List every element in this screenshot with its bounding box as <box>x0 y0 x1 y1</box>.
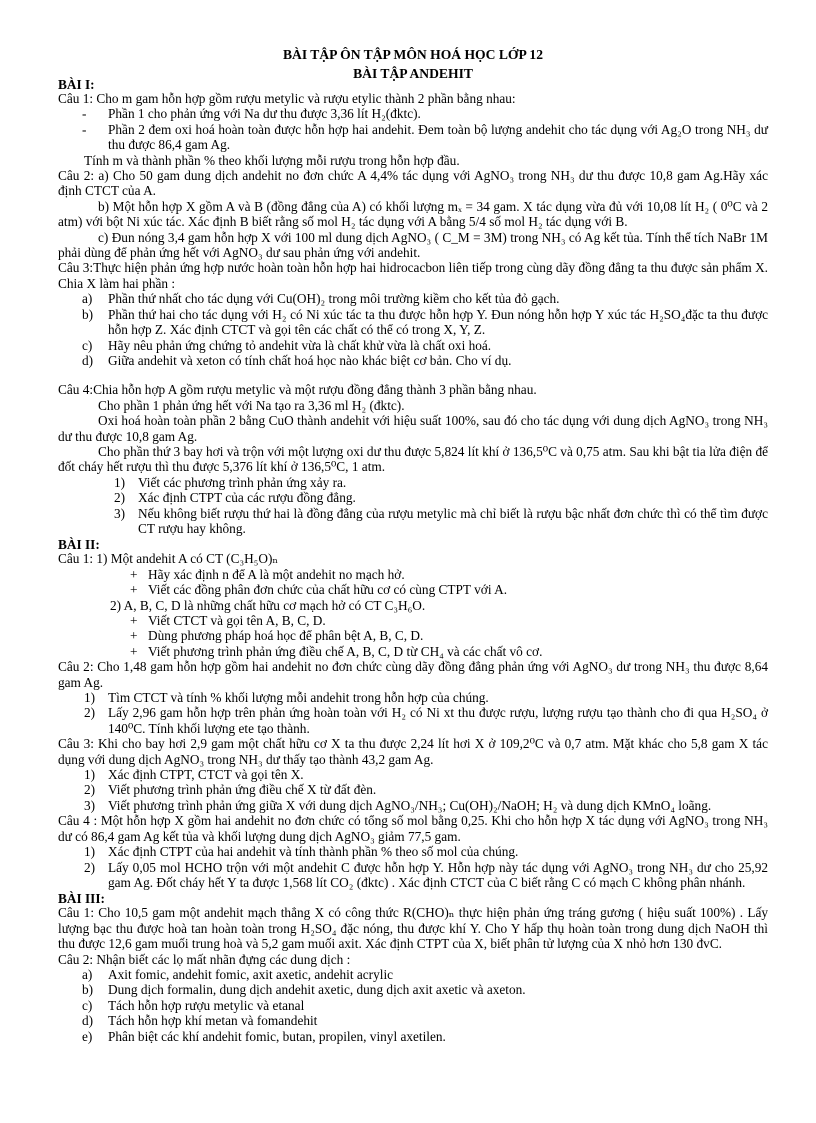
question-text: Oxi hoá hoàn toàn phần 2 bằng CuO thành andehit với hiệu suất 100%, sau đó cho tác dụng với dung dịch AgNO₃ trong NH₃ dư thu được 10,8 gam Ag. <box>58 413 768 444</box>
question-text: c) Đun nóng 3,4 gam hỗn hợp X với 100 ml dung dịch AgNO₃ ( C_M = 3M) trong NH₃ có Ag kết tủa. Tính thể tích NaBr 1M phải dùng để phản ứng hết với AgNO₃ dư sau phản ứng với andehit. <box>58 229 768 261</box>
list-item <box>58 122 768 153</box>
list-marker: a) <box>82 966 93 982</box>
list-marker: + <box>130 566 138 582</box>
list-marker: 1) <box>114 474 126 490</box>
list-item <box>58 106 768 121</box>
question-text: Cho phần 1 phản ứng hết với Na tạo ra 3,36 ml H₂ (đktc). <box>98 397 405 413</box>
list-marker: - <box>82 106 87 122</box>
list-item-text: Tách hỗn hợp khí metan và fomandehit <box>108 1013 318 1029</box>
list-marker: c) <box>82 997 93 1013</box>
list-item <box>58 998 768 1013</box>
list-item <box>58 628 768 643</box>
list-item <box>58 582 768 597</box>
list-marker: 2) <box>114 490 126 506</box>
question-text: Câu 4:Chia hỗn hợp A gồm rượu metylic và một rượu đồng đẳng thành 3 phần bằng nhau. <box>58 382 537 398</box>
document-title: BÀI TẬP ÔN TẬP MÔN HOÁ HỌC LỚP 12 <box>282 47 544 62</box>
question-text: 2) A, B, C, D là những chất hữu cơ mạch hở có CT C₃H₆O. <box>110 597 426 613</box>
list-item <box>58 567 768 582</box>
list-item-text: Nếu không biết rượu thứ hai là đồng đẳng của rượu metylic mà chỉ biết là rượu bậc nhất đơn chức thì có thể tìm được CT rượu hay không. <box>138 505 768 536</box>
list-marker: 3) <box>84 797 96 813</box>
list-item-text: Lấy 0,05 mol HCHO trộn với một andehit C được hỗn hợp Y. Hỗn hợp này tác dụng với AgNO₃ trong NH₃ dư cho 25,92 gam Ag. Đốt cháy hết Y ta được 1,568 lít CO₂ (đktc) . Xác định CTCT của C biết rằng C có mạch C không phân nhánh. <box>108 859 768 890</box>
list-item-text: Phần 1 cho phản ứng với Na dư thu được 3,36 lít H₂(đktc). <box>108 106 421 122</box>
list-marker: + <box>130 582 138 598</box>
list-item-text: Tách hỗn hợp rượu metylic và etanal <box>108 997 305 1013</box>
list-item <box>58 506 768 537</box>
list-item <box>58 644 768 659</box>
list-item <box>58 860 768 891</box>
list-marker: 2) <box>84 859 96 875</box>
list-marker: + <box>130 643 138 659</box>
list-item-text: Phần thứ hai cho tác dụng với H₂ có Ni xúc tác ta thu được hỗn hợp Y. Đun nóng hỗn hợp Y xúc tác H₂SO₄đặc ta thu được hỗn hợp Z. Xác định CTCT và gọi tên các chất có thể có trong X, Y, Z. <box>108 306 768 338</box>
list-item-text: Viết các đồng phân đơn chức của chất hữu cơ có cùng CTPT với A. <box>148 582 508 598</box>
list-marker: 2) <box>84 782 96 798</box>
list-item <box>58 307 768 338</box>
list-marker: d) <box>82 1013 94 1029</box>
list-marker: 2) <box>84 705 96 721</box>
list-item-text: Hãy nêu phản ứng chứng tỏ andehit vừa là chất khử vừa là chất oxi hoá. <box>108 337 492 353</box>
question-text: Câu 1: 1) Một andehit A có CT (C₃H₅O)ₙ <box>58 551 279 567</box>
question-text: b) Một hỗn hợp X gồm A và B (đồng đẳng của A) có khối lượng mₓ = 34 gam. X tác dụng vừa đủ với 10,08 lít H₂ ( 0⁰C và 2 atm) với bột Ni xúc tác. Xác định B biết rằng số mol H₂ tác dụng với A bằng 5/4 số mol H₂ tác dụng với B. <box>58 198 768 230</box>
list-marker: + <box>130 613 138 628</box>
list-item-text: Viết phương trình phản ứng điều chế X từ đất đèn. <box>108 782 377 798</box>
list-marker: a) <box>82 291 93 307</box>
list-item <box>58 613 768 628</box>
question-text: Câu 2: Cho 1,48 gam hỗn hợp gồm hai andehit no đơn chức cùng dãy đồng đẳng phản ứng với AgNO₃ dư trong NH₃ thu được 8,64 gam Ag. <box>58 659 768 690</box>
list-item-text: Lấy 2,96 gam hỗn hợp trên phản ứng hoàn toàn với H₂ có Ni xt thu được rượu, lượng rượu tạo thành cho đi qua H₂SO₄ ở 140⁰C. Tính khối lượng ete tạo thành. <box>108 705 768 736</box>
question-text: Câu 3:Thực hiện phản ứng hợp nước hoàn toàn hỗn hợp hai hidrocacbon liên tiếp trong cùng dãy đồng đẳng ta thu được sản phẩm X. Chia X làm hai phần : <box>58 260 768 291</box>
section-heading-2: BÀI II: <box>58 537 100 553</box>
list-item-text: Giữa andehit và xeton có tính chất hoá học nào khác biệt cơ bản. Cho ví dụ. <box>108 352 512 368</box>
question-text: Câu 1: Cho m gam hỗn hợp gồm rượu metylic và rượu etylic thành 2 phần bằng nhau: <box>58 91 516 106</box>
list-marker: 1) <box>84 690 96 706</box>
list-item <box>58 1029 768 1044</box>
list-item-text: Phân biệt các khí andehit fomic, butan, propilen, vinyl axetilen. <box>108 1028 446 1044</box>
question-text: Câu 2: Nhận biết các lọ mất nhãn đựng các dung dịch : <box>58 951 351 967</box>
list-marker: b) <box>82 982 94 998</box>
list-item-text: Dùng phương pháp hoá học để phân bệt A, B, C, D. <box>148 628 424 644</box>
list-marker: - <box>82 121 87 137</box>
question-text: Câu 4 : Một hỗn hợp X gồm hai andehit no đơn chức có tổng số mol bằng 0,25. Khi cho hỗn hợp X tác dụng với AgNO₃ trong NH₃ dư có 86,4 gam Ag kết tủa và khối lượng dung dịch AgNO₃ giảm 77,5 gam. <box>58 813 768 844</box>
list-item <box>58 490 768 505</box>
list-marker: d) <box>82 352 94 368</box>
list-marker: b) <box>82 306 94 322</box>
list-item <box>58 844 768 859</box>
list-item-text: Tìm CTCT và tính % khối lượng mỗi andehit trong hỗn hợp của chúng. <box>108 690 489 706</box>
list-item <box>58 798 768 813</box>
list-item-text: Phần 2 đem oxi hoá hoàn toàn được hỗn hợp hai andehit. Đem toàn bộ lượng andehit cho tác dụng với Ag₂O trong NH₃ dư thu được 86,4 gam Ag. <box>108 121 768 153</box>
list-item-text: Axit fomic, andehit fomic, axit axetic, andehit acrylic <box>108 966 394 982</box>
list-marker: + <box>130 628 138 644</box>
question-text: Câu 2: a) Cho 50 gam dung dịch andehit no đơn chức A 4,4% tác dụng với AgNO₃ trong NH₃ dư thu được 10,8 gam Ag.Hãy xác định CTCT của A. <box>58 168 768 199</box>
list-item-text: Hãy xác định n để A là một andehit no mạch hở. <box>148 566 405 582</box>
list-item <box>58 767 768 782</box>
list-item-text: Viết CTCT và gọi tên A, B, C, D. <box>148 613 326 628</box>
list-item-text: Phần thứ nhất cho tác dụng với Cu(OH)₂ trong môi trường kiềm cho kết tủa đỏ gạch. <box>108 291 560 307</box>
document-subtitle: BÀI TẬP ANDEHIT <box>353 66 473 81</box>
question-text: Câu 3: Khi cho bay hơi 2,9 gam một chất hữu cơ X ta thu được 2,24 lít hơi X ở 109,2⁰C và 0,7 atm. Mặt khác cho 5,8 gam X tác dụng với dung dịch AgNO₃ trong NH₃ dư thấy tạo thành 43,2 gam Ag. <box>58 736 768 767</box>
list-marker: e) <box>82 1028 93 1044</box>
list-item <box>58 338 768 353</box>
list-item <box>58 291 768 306</box>
section-heading-3: BÀI III: <box>58 891 105 907</box>
list-item <box>58 967 768 982</box>
list-item <box>58 1013 768 1028</box>
question-text: Tính m và thành phần % theo khối lượng mỗi rượu trong hỗn hợp đầu. <box>84 152 460 168</box>
spacer <box>58 368 768 382</box>
list-item <box>58 475 768 490</box>
list-marker: 1) <box>84 844 96 860</box>
section-heading-1: BÀI I: <box>58 77 95 92</box>
list-marker: 3) <box>114 505 126 521</box>
list-item <box>58 690 768 705</box>
list-item <box>58 705 768 736</box>
list-item <box>58 982 768 997</box>
list-item-text: Viết phương trình phản ứng điều chế A, B, C, D từ CH₄ và các chất vô cơ. <box>148 643 543 659</box>
question-text: Câu 1: Cho 10,5 gam một andehit mạch thẳng X có công thức R(CHO)ₙ thực hiện phản ứng tráng gương ( hiệu suất 100%) . Lấy lượng bạc thu được hoà tan hoàn toàn trong H₂SO₄ đặc nóng, thu được khí Y. Cho Y hấp thụ hoàn toàn trong dung dịch NaOH thì thu được 12,6 gam muối trung hoà và 5,2 gam muối axit. Xác định CTPT của X, biết phân tử lượng của X nhỏ hơn 130 đvC. <box>58 905 768 952</box>
list-item-text: Viết phương trình phản ứng giữa X với dung dịch AgNO₃/NH₃; Cu(OH)₂/NaOH; H₂ và dung dịch KMnO₄ loãng. <box>108 797 712 813</box>
list-item-text: Viết các phương trình phản ứng xảy ra. <box>138 474 347 490</box>
list-item-text: Xác định CTPT của hai andehit và tính thành phần % theo số mol của chúng. <box>108 844 519 860</box>
list-item-text: Xác định CTPT của các rượu đồng đẳng. <box>138 490 356 506</box>
question-text: Cho phần thứ 3 bay hơi và trộn với một lượng oxi dư thu được 5,824 lít khí ở 136,5⁰C và 0,75 atm. Sau khi bật tia lửa điện để đốt cháy hết rượu thì thu được 5,376 lít khí ở 136,5⁰C, 1 atm. <box>58 443 769 475</box>
list-item <box>58 353 768 368</box>
list-item-text: Dung dịch formalin, dung dịch andehit axetic, dung dịch axit axetic và axeton. <box>108 982 526 998</box>
list-item-text: Xác định CTPT, CTCT và gọi tên X. <box>108 767 304 783</box>
list-item <box>58 782 768 797</box>
list-marker: c) <box>82 337 93 353</box>
list-marker: 1) <box>84 767 96 783</box>
